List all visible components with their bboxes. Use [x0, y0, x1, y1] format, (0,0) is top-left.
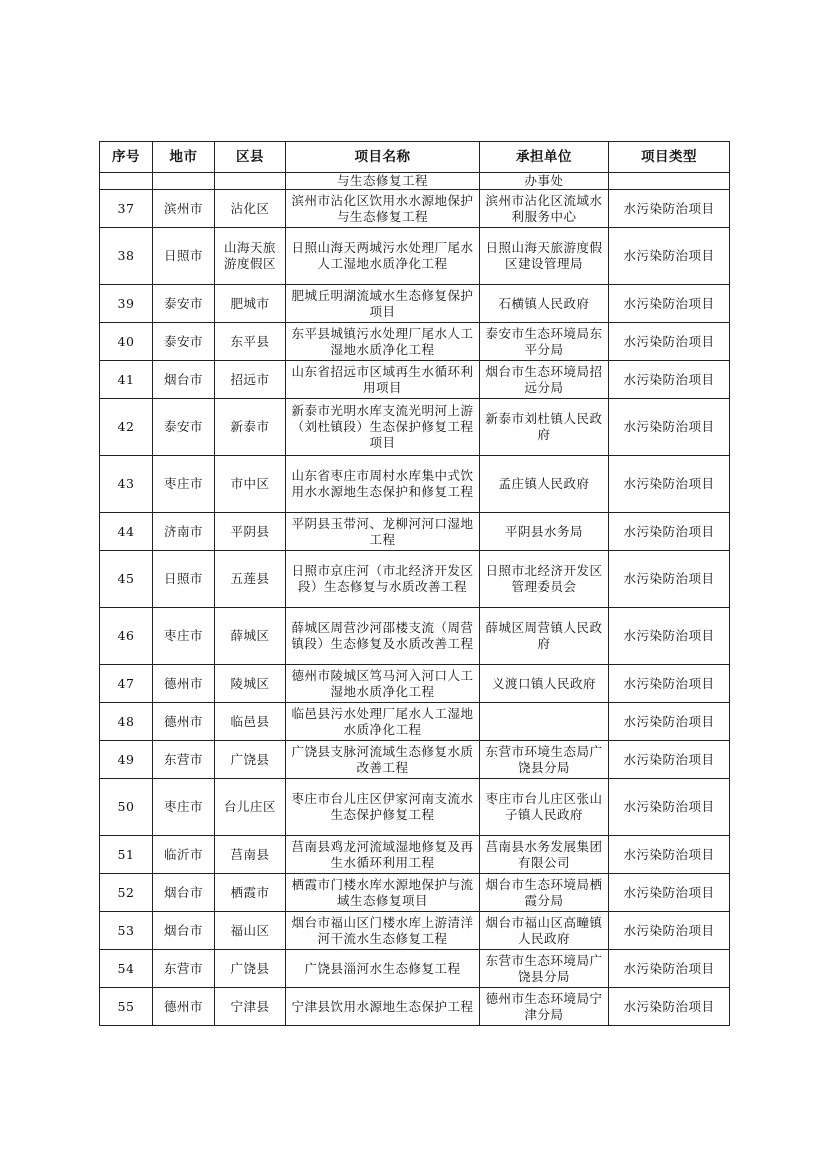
- row-city: 德州市: [153, 703, 215, 741]
- row-county: 平阴县: [215, 513, 286, 551]
- project-table: [99, 141, 730, 1026]
- row-no: 43: [100, 456, 153, 513]
- row-project-name: 山东省枣庄市周村水库集中式饮用水水源地生态保护和修复工程: [286, 456, 480, 513]
- row-no: 44: [100, 513, 153, 551]
- row-city: 日照市: [153, 551, 215, 608]
- row-unit: 孟庄镇人民政府: [480, 456, 609, 513]
- row-county: 招远市: [215, 361, 286, 399]
- row-unit: 日照市北经济开发区管理委员会: [480, 551, 609, 608]
- row-unit: 薛城区周营镇人民政府: [480, 608, 609, 665]
- row-city: 泰安市: [153, 323, 215, 361]
- row-city: 烟台市: [153, 874, 215, 912]
- row-type: 水污染防治项目: [609, 399, 730, 456]
- row-city: 济南市: [153, 513, 215, 551]
- row-no: 40: [100, 323, 153, 361]
- row-type: 水污染防治项目: [609, 703, 730, 741]
- row-county: 五莲县: [215, 551, 286, 608]
- table-row: [100, 741, 730, 779]
- row-type: 水污染防治项目: [609, 608, 730, 665]
- table-row: [100, 950, 730, 988]
- row-no: 48: [100, 703, 153, 741]
- row-project-name: 肥城丘明湖流域水生态修复保护项目: [286, 285, 480, 323]
- row-county: 东平县: [215, 323, 286, 361]
- row-city: 泰安市: [153, 285, 215, 323]
- row-type: 水污染防治项目: [609, 836, 730, 874]
- table-row: [100, 836, 730, 874]
- table-row: [100, 173, 730, 190]
- row-project-name: 新泰市光明水库支流光明河上游（刘杜镇段）生态保护修复工程项目: [286, 399, 480, 456]
- row-county: 宁津县: [215, 988, 286, 1026]
- row-project-name: 平阴县玉带河、龙柳河河口湿地工程: [286, 513, 480, 551]
- header-project-name: 项目名称: [286, 142, 480, 173]
- table-row: [100, 228, 730, 285]
- row-project-name: 临邑县污水处理厂尾水人工湿地水质净化工程: [286, 703, 480, 741]
- row-county: 市中区: [215, 456, 286, 513]
- row-county: 陵城区: [215, 665, 286, 703]
- table-row: [100, 608, 730, 665]
- header-county: 区县: [215, 142, 286, 173]
- row-city: 德州市: [153, 988, 215, 1026]
- row-unit: 德州市生态环境局宁津分局: [480, 988, 609, 1026]
- row-unit: [480, 703, 609, 741]
- row-unit: 东营市环境生态局广饶县分局: [480, 741, 609, 779]
- row-project-name: 东平县城镇污水处理厂尾水人工湿地水质净化工程: [286, 323, 480, 361]
- row-no: 53: [100, 912, 153, 950]
- row-unit: 莒南县水务发展集团有限公司: [480, 836, 609, 874]
- row-unit: 烟台市生态环境局招远分局: [480, 361, 609, 399]
- table-row: [100, 361, 730, 399]
- row-county: 莒南县: [215, 836, 286, 874]
- row-no: 49: [100, 741, 153, 779]
- row-no: 37: [100, 190, 153, 228]
- header-no: 序号: [100, 142, 153, 173]
- row-county: 栖霞市: [215, 874, 286, 912]
- row-unit: 义渡口镇人民政府: [480, 665, 609, 703]
- row-project-name: 莒南县鸡龙河流域湿地修复及再生水循环利用工程: [286, 836, 480, 874]
- row-county: 肥城市: [215, 285, 286, 323]
- row-unit: 平阴县水务局: [480, 513, 609, 551]
- row-unit: 石横镇人民政府: [480, 285, 609, 323]
- table-row: [100, 399, 730, 456]
- row-no: 54: [100, 950, 153, 988]
- row-no: 52: [100, 874, 153, 912]
- row-type: [609, 173, 730, 190]
- row-project-name: 栖霞市门楼水库水源地保护与流域生态修复项目: [286, 874, 480, 912]
- table-row: [100, 665, 730, 703]
- row-type: 水污染防治项目: [609, 988, 730, 1026]
- row-city: 德州市: [153, 665, 215, 703]
- row-unit: 枣庄市台儿庄区张山子镇人民政府: [480, 779, 609, 836]
- header-city: 地市: [153, 142, 215, 173]
- row-no: 50: [100, 779, 153, 836]
- row-project-name: 广饶县支脉河流域生态修复水质改善工程: [286, 741, 480, 779]
- row-city: 泰安市: [153, 399, 215, 456]
- row-project-name: 烟台市福山区门楼水库上游清洋河干流水生态修复工程: [286, 912, 480, 950]
- row-county: [215, 173, 286, 190]
- row-unit: 办事处: [480, 173, 609, 190]
- row-county: 临邑县: [215, 703, 286, 741]
- row-project-name: 广饶县淄河水生态修复工程: [286, 950, 480, 988]
- row-type: 水污染防治项目: [609, 456, 730, 513]
- row-no: 46: [100, 608, 153, 665]
- row-project-name: 宁津县饮用水源地生态保护工程: [286, 988, 480, 1026]
- row-unit: 泰安市生态环境局东平分局: [480, 323, 609, 361]
- row-type: 水污染防治项目: [609, 665, 730, 703]
- table-header-row: [100, 142, 730, 173]
- row-type: 水污染防治项目: [609, 912, 730, 950]
- row-no: [100, 173, 153, 190]
- row-project-name: 与生态修复工程: [286, 173, 480, 190]
- row-city: 枣庄市: [153, 456, 215, 513]
- table-row: [100, 874, 730, 912]
- row-no: 45: [100, 551, 153, 608]
- table-row: [100, 779, 730, 836]
- table-row: [100, 551, 730, 608]
- row-project-name: 枣庄市台儿庄区伊家河南支流水生态保护修复工程: [286, 779, 480, 836]
- row-county: 广饶县: [215, 950, 286, 988]
- row-type: 水污染防治项目: [609, 950, 730, 988]
- row-county: 山海天旅游度假区: [215, 228, 286, 285]
- row-county: 福山区: [215, 912, 286, 950]
- row-unit: 滨州市沾化区流域水利服务中心: [480, 190, 609, 228]
- row-type: 水污染防治项目: [609, 551, 730, 608]
- table-row: [100, 703, 730, 741]
- row-county: 沾化区: [215, 190, 286, 228]
- row-project-name: 日照山海天两城污水处理厂尾水人工湿地水质净化工程: [286, 228, 480, 285]
- row-unit: 烟台市生态环境局栖霞分局: [480, 874, 609, 912]
- row-city: 东营市: [153, 950, 215, 988]
- row-city: [153, 173, 215, 190]
- row-no: 38: [100, 228, 153, 285]
- row-county: 广饶县: [215, 741, 286, 779]
- row-city: 烟台市: [153, 361, 215, 399]
- table-row: [100, 988, 730, 1026]
- row-county: 台儿庄区: [215, 779, 286, 836]
- row-city: 烟台市: [153, 912, 215, 950]
- row-type: 水污染防治项目: [609, 285, 730, 323]
- row-city: 东营市: [153, 741, 215, 779]
- row-project-name: 滨州市沾化区饮用水水源地保护与生态修复工程: [286, 190, 480, 228]
- row-unit: 新泰市刘杜镇人民政府: [480, 399, 609, 456]
- table-row: [100, 912, 730, 950]
- row-city: 临沂市: [153, 836, 215, 874]
- row-type: 水污染防治项目: [609, 513, 730, 551]
- row-city: 枣庄市: [153, 779, 215, 836]
- row-unit: 烟台市福山区高疃镇人民政府: [480, 912, 609, 950]
- row-city: 日照市: [153, 228, 215, 285]
- row-city: 枣庄市: [153, 608, 215, 665]
- table-row: [100, 190, 730, 228]
- header-type: 项目类型: [609, 142, 730, 173]
- row-project-name: 薛城区周营沙河邵楼支流（周营镇段）生态修复及水质改善工程: [286, 608, 480, 665]
- row-type: 水污染防治项目: [609, 874, 730, 912]
- table-row: [100, 323, 730, 361]
- table-row: [100, 513, 730, 551]
- row-city: 滨州市: [153, 190, 215, 228]
- row-type: 水污染防治项目: [609, 741, 730, 779]
- row-type: 水污染防治项目: [609, 190, 730, 228]
- row-county: 薛城区: [215, 608, 286, 665]
- table-row: [100, 285, 730, 323]
- row-type: 水污染防治项目: [609, 228, 730, 285]
- row-county: 新泰市: [215, 399, 286, 456]
- row-project-name: 德州市陵城区笃马河入河口人工湿地水质净化工程: [286, 665, 480, 703]
- row-type: 水污染防治项目: [609, 779, 730, 836]
- row-no: 39: [100, 285, 153, 323]
- row-no: 55: [100, 988, 153, 1026]
- table-row: [100, 456, 730, 513]
- row-no: 47: [100, 665, 153, 703]
- row-project-name: 山东省招远市区域再生水循环利用项目: [286, 361, 480, 399]
- row-no: 42: [100, 399, 153, 456]
- row-unit: 日照山海天旅游度假区建设管理局: [480, 228, 609, 285]
- row-unit: 东营市生态环境局广饶县分局: [480, 950, 609, 988]
- header-unit: 承担单位: [480, 142, 609, 173]
- row-type: 水污染防治项目: [609, 361, 730, 399]
- row-no: 51: [100, 836, 153, 874]
- row-type: 水污染防治项目: [609, 323, 730, 361]
- row-project-name: 日照市京庄河（市北经济开发区段）生态修复与水质改善工程: [286, 551, 480, 608]
- row-no: 41: [100, 361, 153, 399]
